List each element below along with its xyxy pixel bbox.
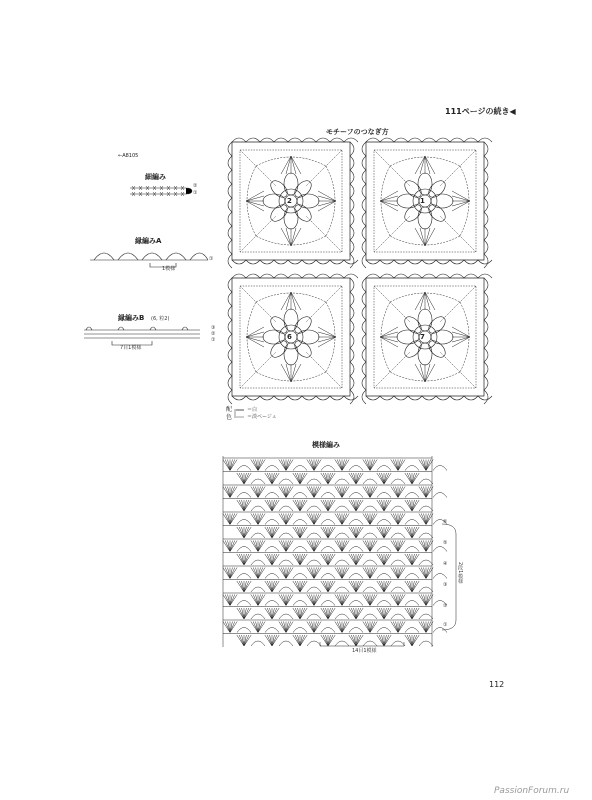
col-repeat: 14目1模様 — [352, 648, 377, 654]
moyo-stitches — [223, 458, 447, 646]
fuchi-b-mark-2: ② — [211, 331, 216, 337]
watermark: PassionForum.ru — [494, 786, 570, 796]
motif-number-6: 6 — [287, 333, 292, 341]
row-mark-6: ⑥ — [443, 519, 448, 525]
moyo-title: 模様編み — [312, 441, 340, 449]
color-line-2: ＝淡ベージュ — [247, 414, 277, 420]
hosoami-mark-1: ① — [193, 190, 198, 196]
fuchi-b-mark-3: ③ — [211, 325, 216, 331]
color-key-label — [226, 406, 232, 422]
motif-number-7: 7 — [420, 333, 425, 341]
motif-number-1: 1 — [420, 197, 425, 205]
fuchi-a-repeat: 1模様 — [162, 266, 176, 272]
fuchi-b-title: 縁編みB — [118, 314, 145, 322]
row-repeat: 2段1模様 — [457, 562, 463, 584]
row-mark-1: ① — [443, 622, 448, 628]
motif-title: モチーフのつなぎ方 — [326, 128, 389, 136]
row-mark-4: ④ — [443, 561, 448, 567]
fuchi-b-mark-1: ① — [211, 337, 216, 343]
fuchi-a-mark-1: ① — [209, 256, 214, 262]
motif-diagram — [226, 136, 494, 406]
hosoami-mark-2: ② — [193, 183, 198, 189]
fuchi-b-diagram — [82, 322, 212, 350]
motif-number-2: 2 — [287, 197, 292, 205]
color-key-lines — [234, 406, 246, 422]
color-line-1: ＝白 — [247, 407, 258, 413]
row-mark-5: ⑤ — [443, 540, 448, 546]
row-mark-3: ③ — [443, 582, 448, 588]
row-mark-2: ② — [443, 603, 448, 609]
fuchi-b-note: (6, 粒2) — [151, 316, 170, 322]
fuchi-b-repeat: 7目1模様 — [120, 345, 142, 351]
page-number: 112 — [489, 680, 505, 689]
fuchi-a-title: 縁編みA — [135, 237, 162, 245]
color-label-2: 色 — [226, 414, 233, 421]
moyo-diagram — [220, 452, 438, 644]
hosoami-title: 細編み — [145, 173, 166, 181]
color-label-1: 配 — [226, 406, 233, 413]
legend-note: ←A8105 — [118, 153, 139, 159]
fuchi-a-diagram — [88, 246, 218, 274]
continued-note: 111ページの続き◀ — [445, 107, 516, 116]
